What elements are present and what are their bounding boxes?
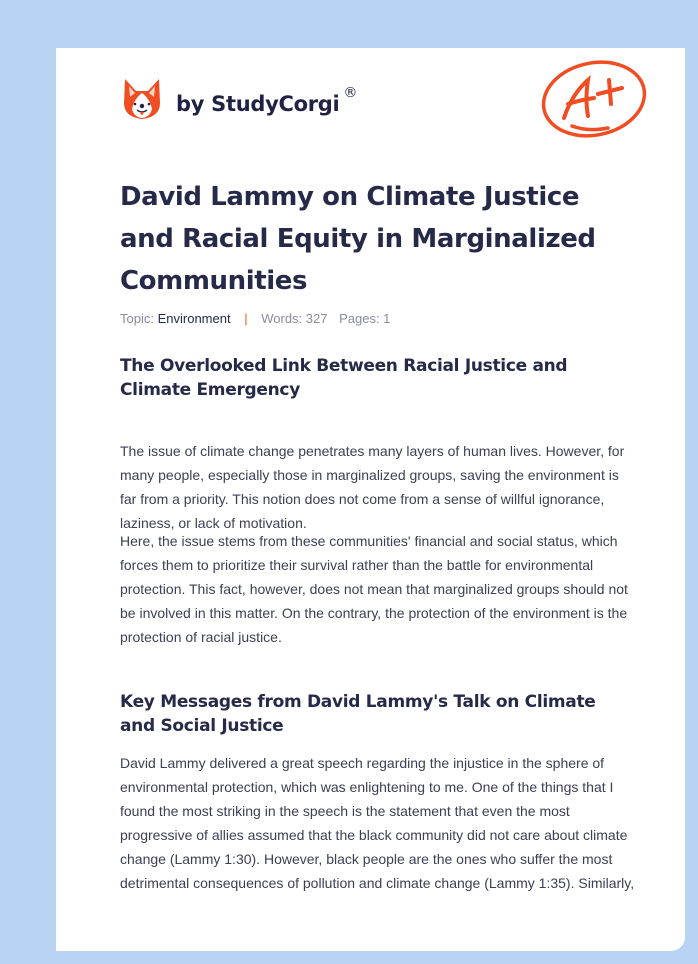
topic-link[interactable]: Environment [157,311,231,326]
logo-text: by StudyCorgi [176,92,340,116]
paragraph: The issue of climate change penetrates many layers of human lives. However, for many people, especially those in marginalized groups, saving the environment is far from a priority. This notion does not come from a sense of willful ignorance, laziness, or lack of motivation. [120,443,625,531]
topic-label: Topic: [120,311,154,326]
word-count: Words: 327 [261,311,328,326]
paragraph: Here, the issue stems from these communities' financial and social status, which forces them to prioritize their survival rather than the battle for environmental protection. This fact, however, does not mean that marginalized groups should not be involved in this matter. On the contrary, the protection of the environment is the protection of racial justice. [120,533,628,645]
section-heading: Key Messages from David Lammy's Talk on Climate and Social Justice [120,692,596,736]
page-title: David Lammy on Climate Justice and Racial Equity in Marginalized Communities [120,182,596,296]
meta-separator: | [244,311,248,326]
page-count: Pages: 1 [339,311,391,326]
studycorgi-logo[interactable] [122,76,357,122]
paragraph: David Lammy delivered a great speech regarding the injustice in the sphere of environmental protection, which was enlightening to me. One of the things that I found the most striking in the speech is the statement that even the most progressive of allies assumed that the black community did not care about climate change (Lammy 1:30). However, black people are the ones who suffer the most detrimental consequences of pollution and climate change (Lammy 1:35). Similarly, [120,755,635,891]
article-meta [120,311,390,326]
section-heading: The Overlooked Link Between Racial Justice and Climate Emergency [120,356,568,400]
registered-mark: ® [343,85,358,101]
corgi-logo-icon [122,77,162,121]
a-plus-grade-badge [538,58,650,147]
a-plus-grade-icon [538,58,650,142]
document-card [56,48,685,951]
